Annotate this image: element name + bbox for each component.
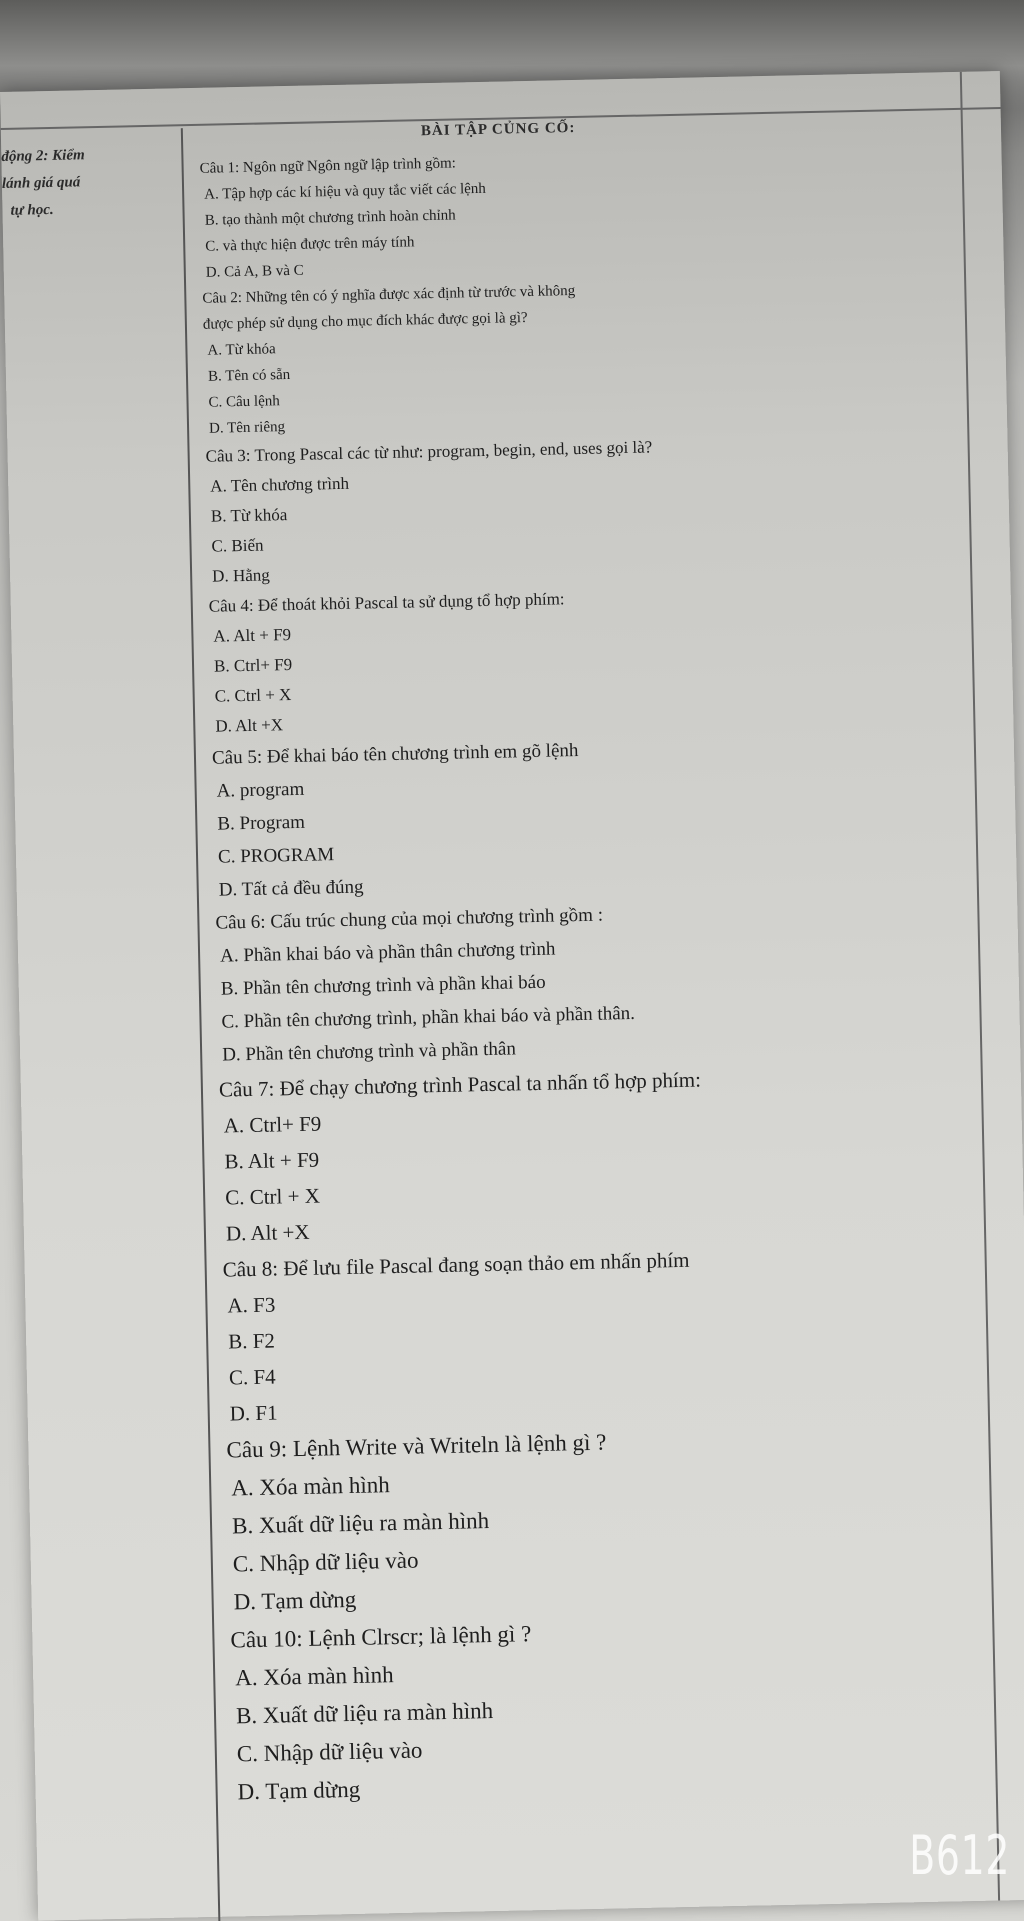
answer-option: C. Phần tên chương trình, phần khai báo và phần thân. [221, 1002, 636, 1033]
answer-option: A. F3 [227, 1292, 276, 1318]
question-8 [222, 1236, 986, 1432]
answer-option: B. F2 [227, 1328, 276, 1354]
question-text: Câu 9: Lệnh Write và Writeln là lệnh gì ? [226, 1429, 607, 1463]
answer-option: A. Tên chương trình [210, 473, 350, 496]
activity-note [1, 140, 179, 225]
question-3 [205, 426, 968, 592]
answer-option: C. F4 [228, 1364, 276, 1390]
answer-option: C. Nhập dữ liệu vào [232, 1547, 419, 1577]
answer-option: B. Program [217, 811, 306, 835]
question-text: Câu 6: Cấu trúc chung của mọi chương trình gồm : [215, 904, 604, 934]
answer-option: A. Ctrl+ F9 [223, 1111, 322, 1138]
worksheet-title: BÀI TẬP CỦNG CỐ: [420, 119, 576, 140]
answer-option: C. Ctrl + X [224, 1183, 321, 1210]
answer-option: D. Tên riêng [208, 419, 286, 437]
answer-option: C. Câu lệnh [208, 393, 280, 411]
answer-option: B. Alt + F9 [224, 1147, 320, 1174]
answer-option: B. Tên có sẵn [207, 366, 291, 385]
answer-option: C. Biến [211, 535, 264, 556]
question-text-continued: được phép sử dụng cho mục đích khác được gọi là gì? [202, 310, 528, 333]
questions-area [199, 140, 994, 1812]
question-2 [202, 270, 965, 442]
activity-note-line: động 2: Kiểm [1, 147, 85, 165]
question-text: Câu 1: Ngôn ngữ Ngôn ngữ lập trình gồm: [199, 155, 457, 177]
answer-option: D. Tạm dừng [233, 1586, 357, 1615]
answer-option: B. Xuất dữ liệu ra màn hình [235, 1698, 494, 1729]
question-1 [199, 140, 962, 286]
question-text: Câu 3: Trong Pascal các từ như: program, begin, end, uses gọi là? [205, 437, 653, 466]
question-4 [209, 576, 972, 742]
question-5 [212, 726, 975, 907]
answer-option: B. Phần tên chương trình và phần khai báo [220, 971, 546, 1000]
worksheet-page [0, 71, 1024, 1921]
question-text: Câu 7: Để chạy chương trình Pascal ta nhấn tổ hợp phím: [218, 1067, 702, 1102]
answer-option: B. Ctrl+ F9 [213, 655, 293, 676]
question-text: Câu 4: Để thoát khỏi Pascal ta sử dụng tổ hợp phím: [208, 589, 565, 616]
answer-option: B. Xuất dữ liệu ra màn hình [231, 1508, 490, 1539]
question-6 [215, 891, 978, 1072]
question-text: Câu 2: Những tên có ý nghĩa được xác định từ trước và không [202, 282, 576, 307]
answer-option: A. Xóa màn hình [231, 1472, 390, 1501]
answer-option: A. Xóa màn hình [235, 1662, 394, 1691]
question-10 [230, 1606, 994, 1812]
answer-option: C. Nhập dữ liệu vào [236, 1737, 423, 1767]
question-text: Câu 10: Lệnh Clrscr; là lệnh gì ? [230, 1621, 532, 1653]
answer-option: C. và thực hiện được trên máy tính [205, 234, 415, 255]
activity-note-line: tự học. [10, 201, 54, 219]
answer-option: C. Ctrl + X [214, 685, 292, 706]
answer-option: D. Tạm dừng [237, 1776, 361, 1805]
answer-option: D. Alt +X [215, 715, 284, 736]
question-text: Câu 8: Để lưu file Pascal đang soạn thảo em nhấn phím [222, 1247, 690, 1282]
question-9 [226, 1416, 990, 1622]
answer-option: B. tạo thành một chương trình hoàn chỉnh [204, 207, 456, 229]
answer-option: A. Tập hợp các kí hiệu và quy tắc viết các lệnh [204, 180, 487, 203]
answer-option: C. PROGRAM [217, 844, 335, 868]
answer-option: A. program [216, 778, 305, 802]
answer-option: D. Hằng [211, 565, 270, 586]
answer-option: A. Phần khai báo và phần thân chương trình [219, 938, 556, 967]
question-text: Câu 5: Để khai báo tên chương trình em gõ lệnh [211, 740, 579, 769]
answer-option: D. F1 [229, 1400, 278, 1426]
camera-watermark: B612 [909, 1824, 1010, 1887]
activity-note-line: lánh giá quá [1, 174, 81, 192]
answer-option: D. Tất cả đều đúng [218, 876, 364, 901]
answer-option: D. Phần tên chương trình và phần thân [221, 1038, 517, 1066]
answer-option: D. Cả A, B và C [205, 262, 304, 281]
answer-option: A. Alt + F9 [213, 625, 292, 646]
answer-option: A. Từ khóa [207, 341, 276, 359]
question-7 [219, 1056, 983, 1252]
answer-option: B. Từ khóa [210, 505, 288, 526]
answer-option: D. Alt +X [225, 1219, 310, 1246]
